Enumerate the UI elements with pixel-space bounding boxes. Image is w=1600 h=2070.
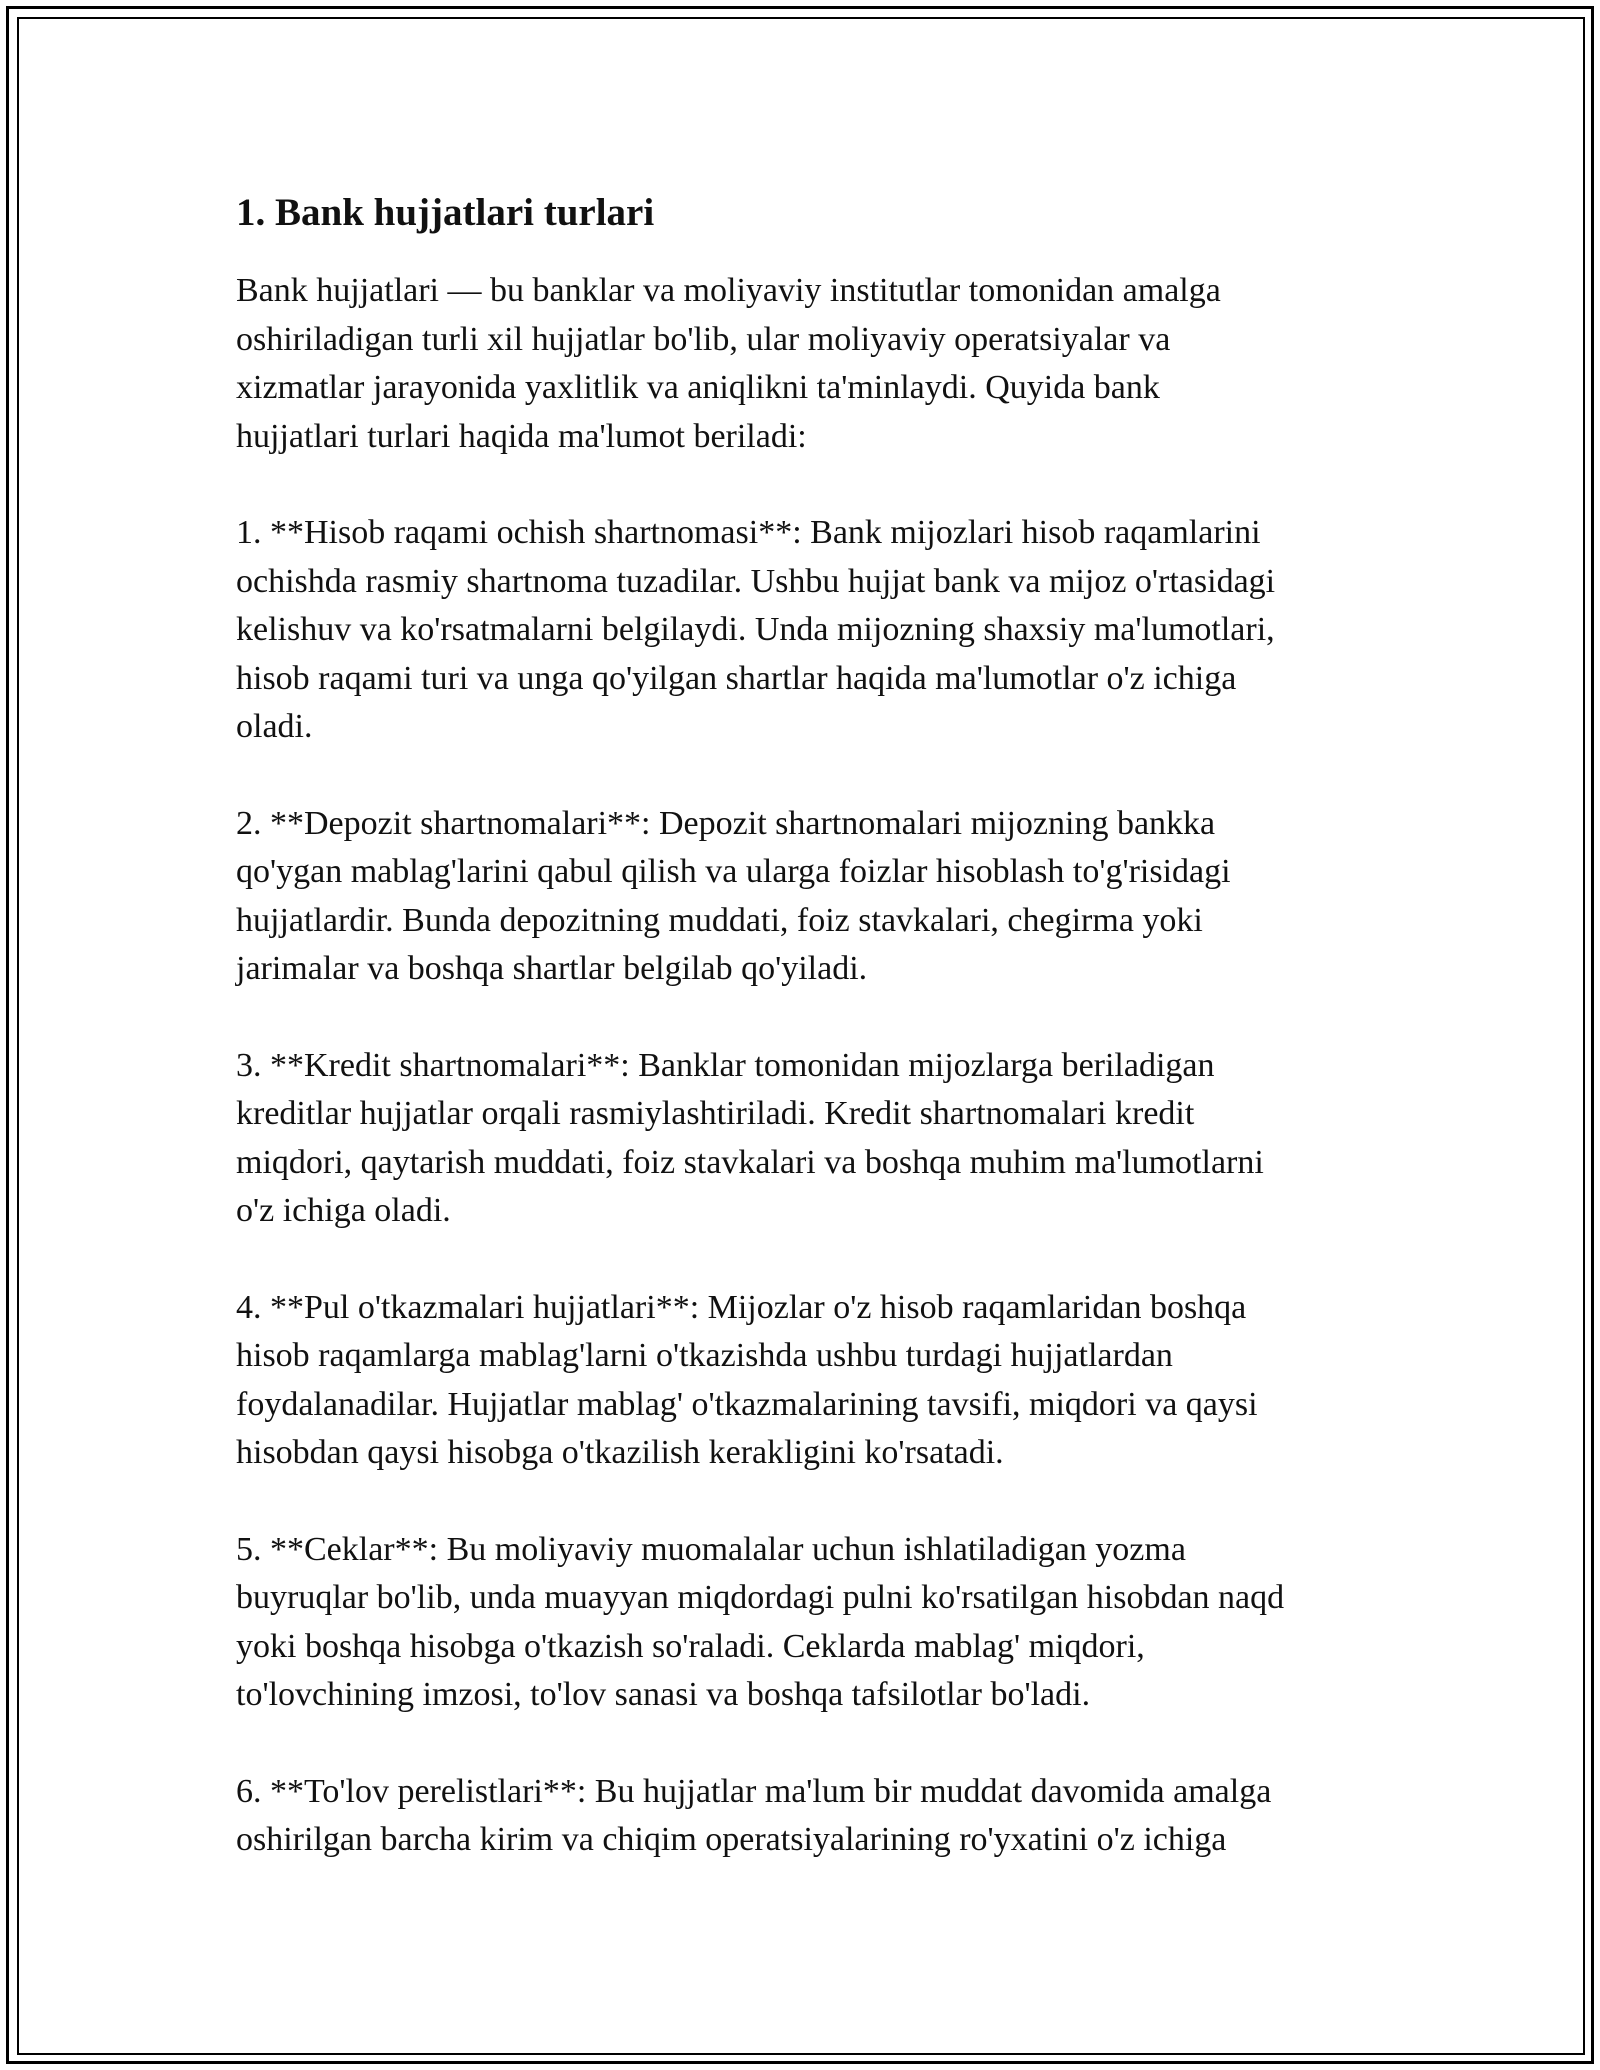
list-item-account-opening-contract: 1. **Hisob raqami ochish shartnomasi**: Bank mijozlari hisob raqamlarini ochishda rasmiy shartnoma tuzadilar. Ushbu hujjat bank va mijoz o'rtasidagi kelishuv va ko'rsatmalarni belgilaydi. Unda mijozning shaxsiy ma'lumotlari, hisob raqami turi va unga qo'yilgan shartlar haqida ma'lumotlar o'z ichiga oladi. xyxy=(236,514,1276,745)
list-item-deposit-contracts: 2. **Depozit shartnomalari**: Depozit shartnomalari mijozning bankka qo'ygan mablag'larini qabul qilish va ularga foizlar hisoblash to'g'risidagi hujjatlardir. Bunda depozitning muddati, foiz stavkalari, chegirma yoki jarimalar va boshqa shartlar belgilab qo'yiladi. xyxy=(236,804,1231,987)
list-item-cheques: 5. **Ceklar**: Bu moliyaviy muomalalar uchun ishlatiladigan yozma buyruqlar bo'lib, unda muayyan miqdordagi pulni ko'rsatilgan hisobdan naqd yoki boshqa hisobga o'tkazish so'raladi. Ceklarda mablag' miqdori, to'lovchining imzosi, to'lov sanasi va boshqa tafsilotlar bo'ladi. xyxy=(236,1530,1285,1713)
document-body xyxy=(236,185,1376,1913)
list-item-payment-statements: 6. **To'lov perelistlari**: Bu hujjatlar ma'lum bir muddat davomida amalga oshirilgan barcha kirim va chiqim operatsiyalarining ro'yxatini o'z ichiga xyxy=(236,1772,1272,1858)
list-item-credit-contracts: 3. **Kredit shartnomalari**: Banklar tomonidan mijozlarga beriladigan kreditlar hujjatlar orqali rasmiylashtiriladi. Kredit shartnomalari kredit miqdori, qaytarish muddati, foiz stavkalari va boshqa muhim ma'lumotlarni o'z ichiga oladi. xyxy=(236,1046,1264,1229)
list-item-money-transfer-documents: 4. **Pul o'tkazmalari hujjatlari**: Mijozlar o'z hisob raqamlaridan boshqa hisob raqamlarga mablag'larni o'tkazishda ushbu turdagi hujjatlardan foydalanadilar. Hujjatlar mablag' o'tkazmalarining tavsifi, miqdori va qaysi hisobdan qaysi hisobga o'tkazilish kerakligini ko'rsatadi. xyxy=(236,1288,1258,1471)
intro-paragraph: Bank hujjatlari — bu banklar va moliyaviy institutlar tomonidan amalga oshiriladigan turli xil hujjatlar bo'lib, ular moliyaviy operatsiyalar va xizmatlar jarayonida yaxlitlik va aniqlikni ta'minlaydi. Quyida bank hujjatlari turlari haqida ma'lumot beriladi: xyxy=(236,272,1221,455)
section-heading: 1. Bank hujjatlari turlari xyxy=(236,191,655,234)
